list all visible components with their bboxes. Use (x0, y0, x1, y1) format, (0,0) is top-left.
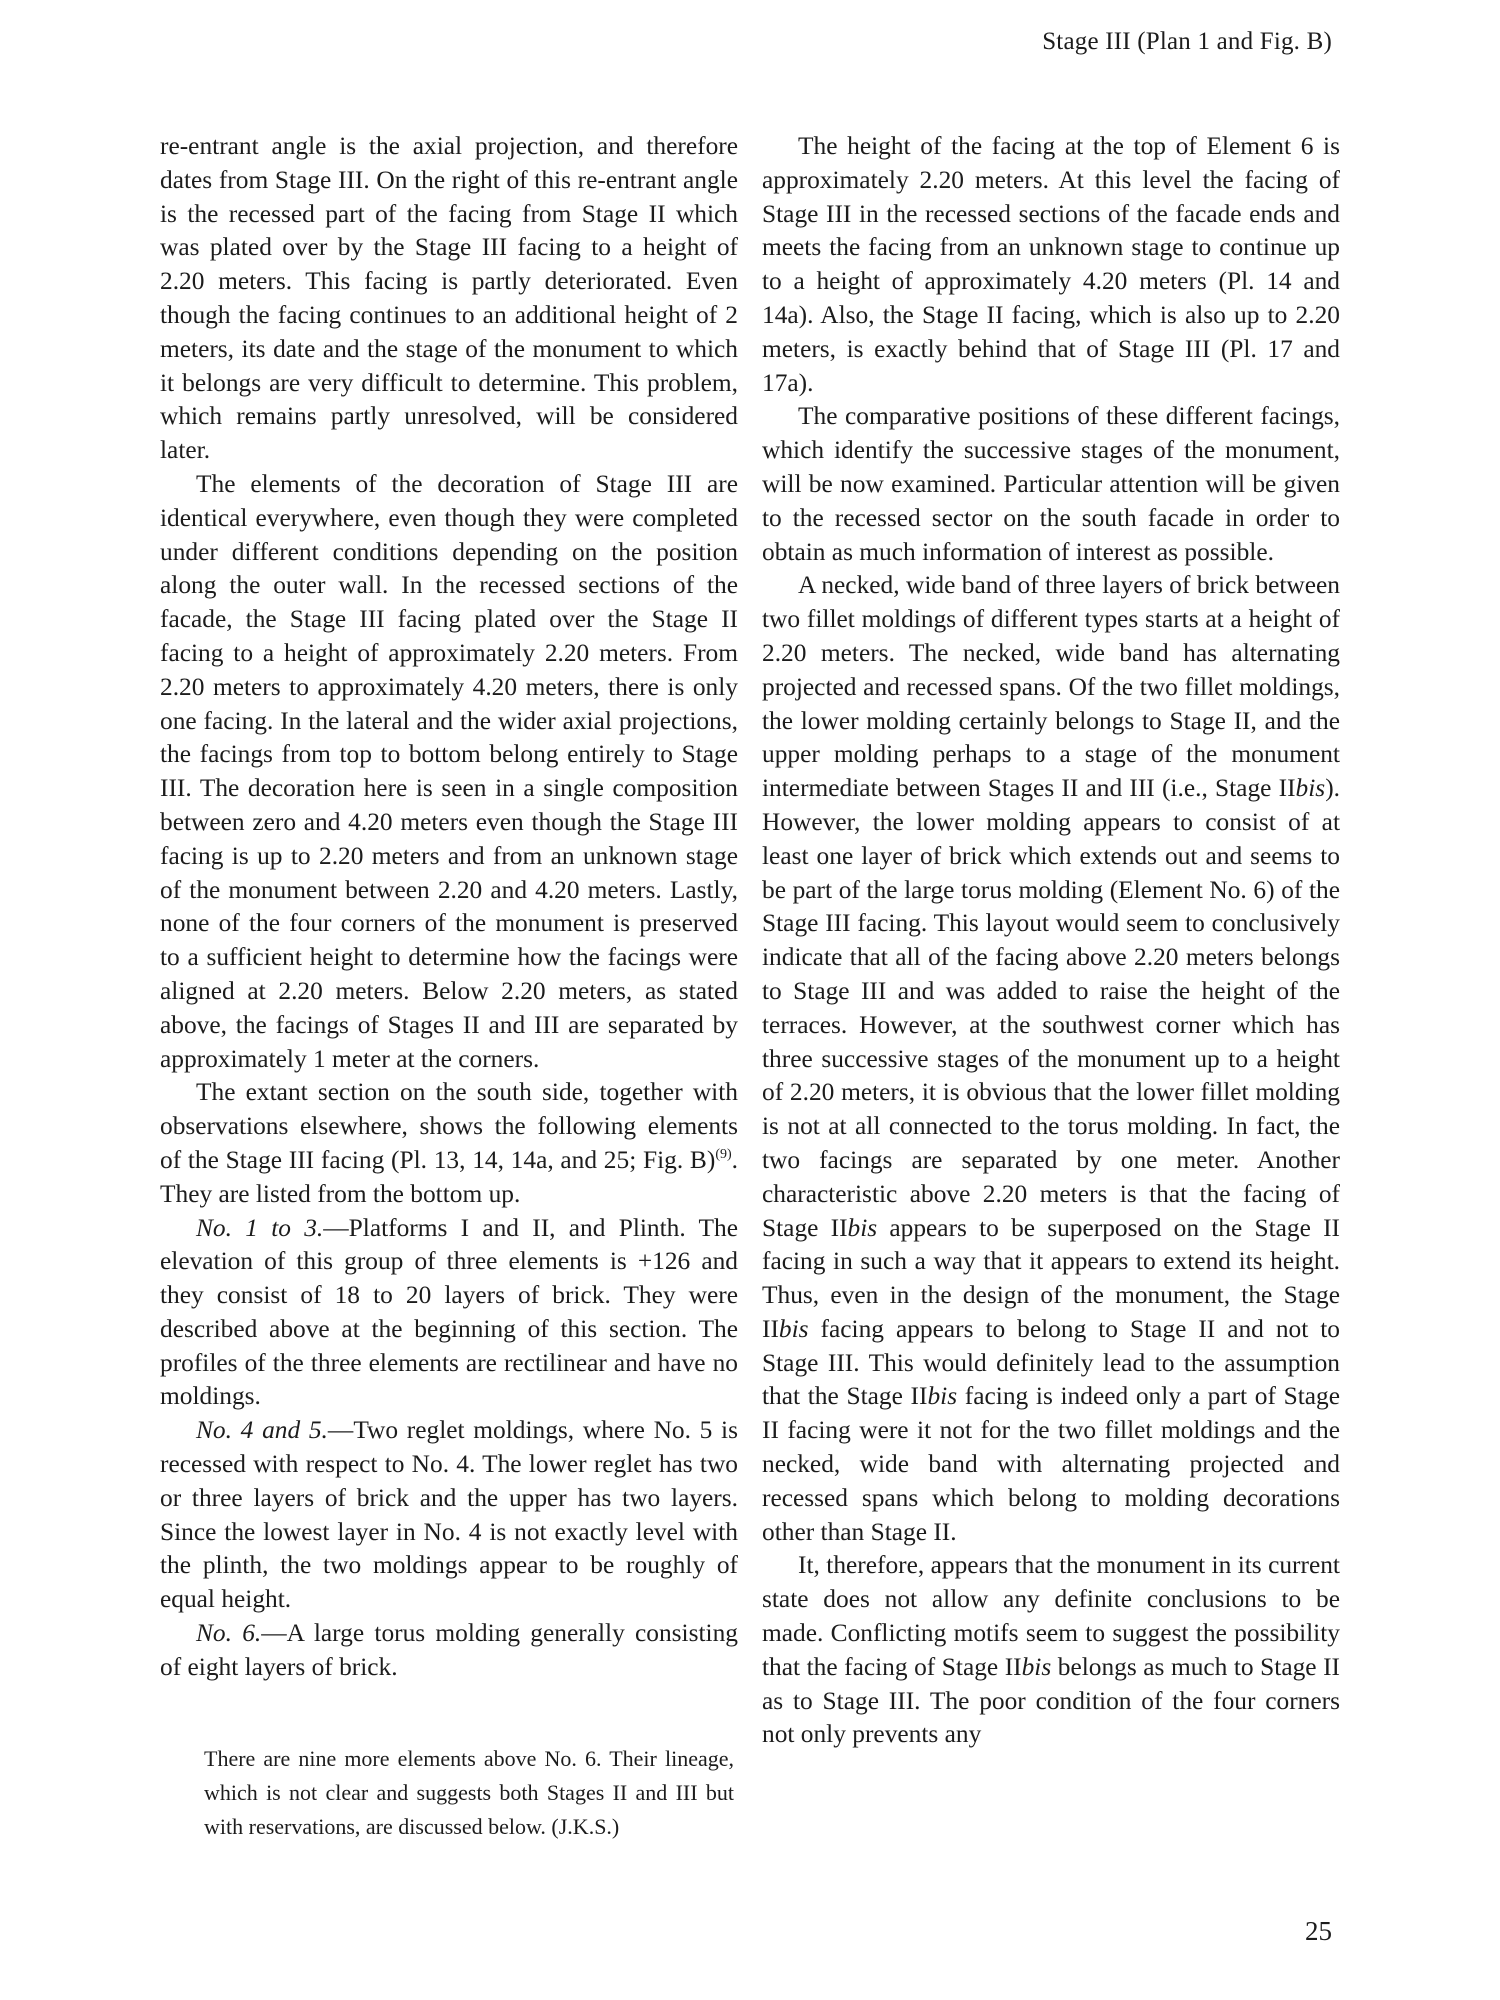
paragraph: The elements of the decoration of Stage III are identical everywhere, even though they were completed under different conditions depending on the position along the outer wall. In the recessed sections of the facade, the Stage III facing plated over the Stage II facing to a height of approximately 2.20 meters. From 2.20 meters to approximately 4.20 meters, there is only one facing. In the lateral and the wider axial projections, the facings from top to bottom belong entirely to Stage III. The decoration here is seen in a single composition between zero and 4.20 meters even though the Stage III facing is up to 2.20 meters and from an unknown stage of the monument between 2.20 and 4.20 meters. Lastly, none of the four corners of the monument is preserved to a sufficient height to determine how the facings were aligned at 2.20 meters. Below 2.20 meters, as stated above, the facings of Stages II and III are separated by approximately 1 meter at the corners. (160, 469, 738, 1073)
italic-term: bis (1021, 1652, 1052, 1681)
italic-term: bis (927, 1382, 958, 1411)
paragraph-text: The extant section on the south side, together with observations elsewhere, shows the following elements of the Stage III facing (Pl. 13, 14, 14a, and 25; Fig. B) (160, 1078, 738, 1174)
paragraph (160, 1076, 738, 1211)
right-column (762, 130, 1340, 1752)
italic-term: bis (847, 1213, 878, 1242)
paragraph-text: A necked, wide band of three layers of brick between two fillet moldings of different types starts at a height of 2.20 meters. The necked, wide band has alternating projected and recessed spans. Of the two fillet moldings, the lower molding certainly belongs to Stage II, and the upper molding perhaps to a stage of the monument intermediate between Stages II and III (i.e., Stage II (762, 571, 1340, 803)
footnote-text: There are nine more elements above No. 6. Their lineage, which is not clear and suggests both Stages II and III but with reservations, are discussed below. (J.K.S.) (204, 1746, 734, 1839)
paragraph: The height of the facing at the top of Element 6 is approximately 2.20 meters. At this level the facing of Stage III in the recessed sections of the facade ends and meets the facing from an unknown stage to continue up to a height of approximately 4.20 meters (Pl. 14 and 14a). Also, the Stage II facing, which is also up to 2.20 meters, is exactly behind that of Stage III (Pl. 17 and 17a). (762, 132, 1340, 397)
paragraph-text: facing is indeed only a part of Stage II facing were it not for the two fillet moldings and the necked, wide band with alternating projected and recessed spans which belong to molding decorations other than Stage II. (762, 1382, 1340, 1546)
element-label: No. 1 to 3. (196, 1213, 324, 1242)
element-description: —Two reglet moldings, where No. 5 is recessed with respect to No. 4. The lower reglet has two or three layers of brick and the upper has two layers. Since the lowest layer in No. 4 is not exactly level with the plinth, the two moldings appear to be roughly of equal height. (160, 1416, 738, 1614)
paragraph: re-entrant angle is the axial projection, and therefore dates from Stage III. On the right of this re-entrant angle is the recessed part of the facing from Stage II which was plated over by the Stage III facing to a height of 2.20 meters. This facing is partly deteriorated. Even though the facing continues to an additional height of 2 meters, its date and the stage of the monument to which it belongs are very difficult to determine. This problem, which remains partly unresolved, will be considered later. (160, 132, 738, 465)
paragraph-text: belongs as much to Stage II as to Stage III. The poor condition of the four corners not only prevents any (762, 1652, 1340, 1749)
paragraph-text: appears to be superposed on the Stage II facing in such a way that it appears to extend its height. Thus, even in the design of the monument, the Stage II (762, 1213, 1340, 1343)
paragraph: The comparative positions of these different facings, which identify the successive stages of the monument, will be now examined. Particular attention will be given to the recessed sector on the south facade in order to obtain as much information of interest as possible. (762, 402, 1340, 566)
italic-term: bis (778, 1314, 809, 1343)
running-head: Stage III (Plan 1 and Fig. B) (1042, 28, 1332, 55)
paragraph-text: ). However, the lower molding appears to consist of at least one layer of brick which extends out and seems to be part of the large torus molding (Element No. 6) of the Stage III facing. This layout would seem to conclusively indicate that all of the facing above 2.20 meters belongs to Stage III and was added to raise the height of the terraces. However, at the southwest corner which has three successive stages of the monument up to a height of 2.20 meters, it is obvious that the lower fillet molding is not at all connected to the torus molding. In fact, the two facings are separated by one meter. Another characteristic above 2.20 meters is that the facing of Stage II (762, 774, 1340, 1242)
footnote-reference: (9) (715, 1146, 732, 1162)
element-entry (160, 1414, 738, 1617)
paragraph (762, 569, 1340, 1549)
paragraph-text: It, therefore, appears that the monument in its current state does not allow any definite conclusions to be made. Conflicting motifs seem to suggest the possibility that the facing of Stage II (762, 1551, 1340, 1681)
element-description: —A large torus molding generally consisting of eight layers of brick. (160, 1619, 738, 1681)
element-entry (160, 1212, 738, 1415)
element-label: No. 6. (196, 1619, 262, 1648)
left-column (160, 130, 738, 1685)
footnote (204, 1742, 734, 1844)
paragraph-text: facing appears to belong to Stage II and not to Stage III. This would definitely lead to the assumption that the Stage II (762, 1314, 1340, 1411)
paragraph (762, 1549, 1340, 1752)
element-label: No. 4 and 5. (196, 1416, 328, 1445)
paragraph-text: . They are listed from the bottom up. (160, 1145, 738, 1208)
element-entry (160, 1617, 738, 1685)
element-description: —Platforms I and II, and Plinth. The elevation of this group of three elements is +126 and they consist of 18 to 20 layers of brick. They were described above at the beginning of this section. The profiles of the three elements are rectilinear and have no moldings. (160, 1213, 738, 1411)
italic-term: bis (1295, 774, 1326, 803)
page-number: 25 (1305, 1916, 1332, 1946)
